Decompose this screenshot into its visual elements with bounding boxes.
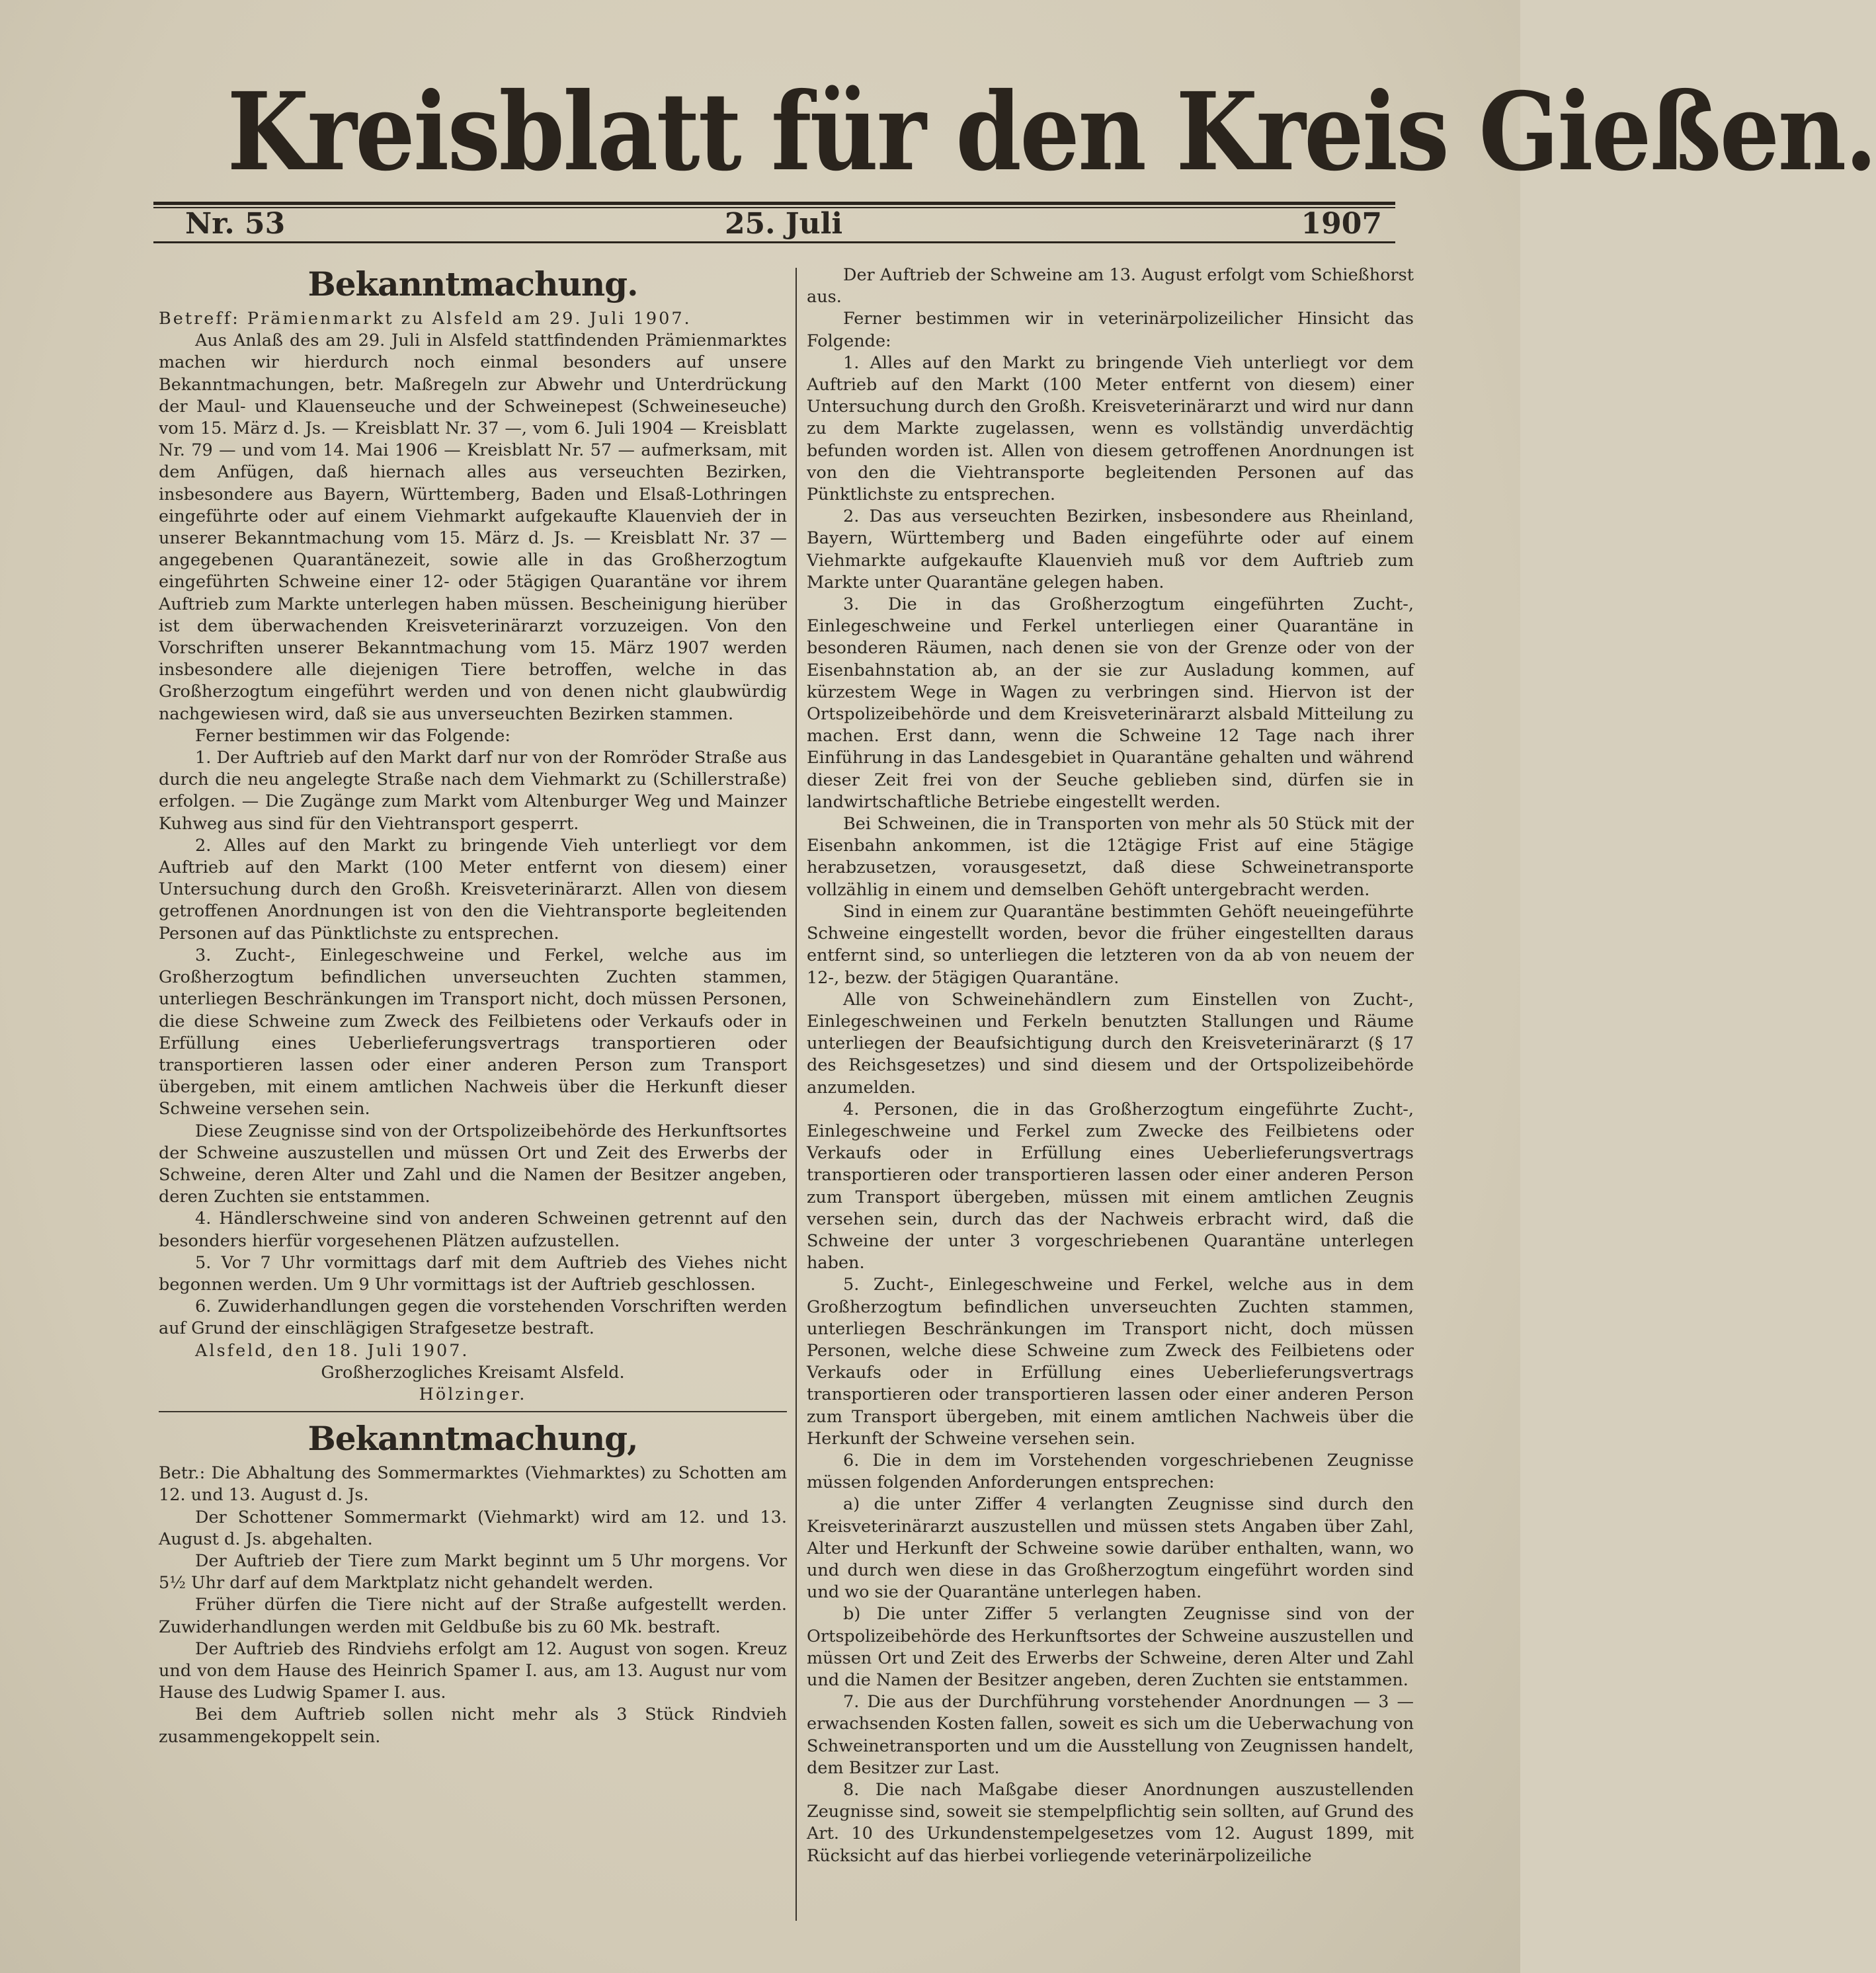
paragraph: Ferner bestimmen wir in veterinärpolizeilicher Hinsicht das Folgende: (807, 309, 1414, 351)
issue-date: 25. Juli (724, 207, 843, 241)
paragraph: Der Auftrieb der Schweine am 13. August erfolgt vom Schießhorst aus. (807, 265, 1414, 307)
left-column (159, 264, 787, 1748)
subject-line: Betr.: Die Abhaltung des Sommermarktes (Viehmarktes) zu Schotten am 12. und 13. August d. Js. (159, 1463, 787, 1506)
issuer: Großherzogliches Kreisamt Alsfeld. (321, 1362, 625, 1383)
paragraph: 6. Die in dem im Vorstehenden vorgeschriebenen Zeugnisse müssen folgenden Anforderungen entsprechen: (807, 1450, 1414, 1493)
paragraph: 2. Das aus verseuchten Bezirken, insbesondere aus Rheinland, Bayern, Württemberg und Baden eingeführte oder auf einem Viehmarkte aufgekaufte Klauenvieh muß vor dem Auftrieb zum Markte unter Quarantäne gelegen haben. (807, 506, 1414, 592)
announcement-heading: Bekanntmachung, (307, 1419, 638, 1459)
issue-number: Nr. 53 (185, 207, 286, 241)
paragraph: Sind in einem zur Quarantäne bestimmten Gehöft neueingeführte Schweine eingestellt worden, bevor die früher eingestellten daraus entfernt sind, so unterliegen die letzteren von da ab von neuem der 12-, bezw. der 5tägigen Quarantäne. (807, 901, 1414, 988)
masthead-rule (153, 202, 1395, 205)
paragraph: 4. Personen, die in das Großherzogtum eingeführte Zucht-, Einlegeschweine und Ferkel zum Zwecke des Feilbietens oder Verkaufs oder in Erfüllung eines Ueberlieferungsvertrags transportieren oder transportieren lassen oder einer anderen Person zum Transport übergeben, müssen mit einem amtlichen Zeugnis versehen sein, durch das der Nachweis erbracht wird, daß die Schweine der unter 3 vorgeschriebenen Quarantäne unterlegen haben. (807, 1099, 1414, 1273)
right-column (807, 264, 1414, 1867)
paragraph: Alle von Schweinehändlern zum Einstellen von Zucht-, Einlegeschweinen und Ferkeln benutzten Stallungen und Räume unterliegen der Beaufsichtigung durch den Kreisveterinärarzt (§ 17 des Reichsgesetzes) und sind diesem und der Ortspolizeibehörde anzumelden. (807, 989, 1414, 1098)
subject-line: Betreff: Prämienmarkt zu Alsfeld am 29. Juli 1907. (159, 309, 692, 329)
paragraph: 6. Zuwiderhandlungen gegen die vorstehenden Vorschriften werden auf Grund der einschlägigen Strafgesetze bestraft. (159, 1297, 787, 1339)
paragraph: Bei dem Auftrieb sollen nicht mehr als 3 Stück Rindvieh zusammengekoppelt sein. (159, 1705, 787, 1747)
paragraph: 4. Händlerschweine sind von anderen Schweinen getrennt auf den besonders hierfür vorgesehenen Plätzen aufzustellen. (159, 1209, 787, 1251)
place-date: Alsfeld, den 18. Juli 1907. (195, 1340, 469, 1361)
signature-name: Hölzinger. (419, 1384, 527, 1404)
issue-rule (153, 241, 1395, 243)
paragraph: 8. Die nach Maßgabe dieser Anordnungen auszustellenden Zeugnisse sind, soweit sie stempelpflichtig sein sollten, auf Grund des Art. 10 des Urkundenstempelgesetzes vom 12. August 1899, mit Rücksicht auf das hierbei vorliegende veterinärpolizeiliche (807, 1780, 1414, 1866)
column-divider (795, 268, 797, 1921)
section-rule (159, 1411, 787, 1412)
paragraph: a) die unter Ziffer 4 verlangten Zeugnisse sind durch den Kreisveterinärarzt auszustellen und müssen stets Angaben über Zahl, Alter und Herkunft der Schweine sowie darüber enthalten, wann, wo und durch wen diese in das Großherzogtum eingeführt worden sind und wo sie der Quarantäne unterlegen haben. (807, 1494, 1414, 1603)
paragraph: Der Auftrieb der Tiere zum Markt beginnt um 5 Uhr morgens. Vor 5½ Uhr darf auf dem Marktplatz nicht gehandelt werden. (159, 1550, 787, 1593)
paragraph: b) Die unter Ziffer 5 verlangten Zeugnisse sind von der Ortspolizeibehörde des Herkunftsortes der Schweine auszustellen und müssen Ort und Zeit des Erwerbs der Schweine, deren Alter und Zahl und die Namen der Besitzer angeben, deren Zuchten sie entstammen. (807, 1604, 1414, 1690)
paragraph: Ferner bestimmen wir das Folgende: (195, 725, 510, 746)
paragraph: 3. Die in das Großherzogtum eingeführten Zucht-, Einlegeschweine und Ferkel unterliegen einer Quarantäne in besonderen Räumen, nach denen sie von der Grenze oder von der Eisenbahnstation ab, an der sie zur Ausladung kommen, auf kürzestem Wege in Wagen zu verbringen sind. Hiervon ist der Ortspolizeibehörde und dem Kreisveterinärarzt alsbald Mitteilung zu machen. Erst dann, wenn die Schweine 12 Tage nach ihrer Einführung in das Landesgebiet in Quarantäne gehalten und während dieser Zeit frei von der Seuche geblieben sind, dürfen sie in landwirtschaftliche Betriebe eingestellt werden. (807, 594, 1414, 812)
paragraph: 3. Zucht-, Einlegeschweine und Ferkel, welche aus im Großherzogtum befindlichen unverseuchten Zuchten stammen, unterliegen Beschränkungen im Transport nicht, doch müssen Personen, die diese Schweine zum Zweck des Feilbietens oder Verkaufs oder in Erfüllung eines Ueberlieferungsvertrags transportieren oder transportieren lassen oder einer anderen Person zum Transport übergeben, mit einem amtlichen Nachweis über die Herkunft dieser Schweine versehen sein. (159, 945, 787, 1119)
paragraph: 5. Vor 7 Uhr vormittags darf mit dem Auftrieb des Viehes nicht begonnen werden. Um 9 Uhr vormittags ist der Auftrieb geschlossen. (159, 1252, 787, 1295)
announcement-heading: Bekanntmachung. (307, 264, 638, 303)
paragraph: Der Schottener Sommermarkt (Viehmarkt) wird am 12. und 13. August d. Js. abgehalten. (159, 1507, 787, 1549)
paragraph: Der Auftrieb des Rindviehs erfolgt am 12. August von sogen. Kreuz und von dem Hause des Heinrich Spamer I. aus, am 13. August nur vom Hause des Ludwig Spamer I. aus. (159, 1638, 787, 1703)
paragraph: Bei Schweinen, die in Transporten von mehr als 50 Stück mit der Eisenbahn ankommen, ist die 12tägige Frist auf eine 5tägige herabzusetzen, vorausgesetzt, daß diese Schweinetransporte vollzählig in einem und demselben Gehöft untergebracht werden. (807, 814, 1414, 900)
paragraph: 1. Der Auftrieb auf den Markt darf nur von der Romröder Straße aus durch die neu angelegte Straße nach dem Viehmarkt zu (Schillerstraße) erfolgen. — Die Zugänge zum Markt vom Altenburger Weg und Mainzer Kuhweg aus sind für den Viehtransport gesperrt. (159, 748, 787, 834)
issue-info (185, 208, 1382, 240)
paragraph: 1. Alles auf den Markt zu bringende Vieh unterliegt vor dem Auftrieb auf den Markt (100 Meter entfernt von diesem) einer Untersuchung durch den Großh. Kreisveterinärarzt und wird nur dann zu dem Markte zugelassen, wenn es vollständig unverdächtig befunden worden ist. Allen von diesem getroffenen Anordnungen ist von den die Viehtransporte begleitenden Personen auf das Pünktlichste zu entsprechen. (807, 352, 1414, 505)
paragraph: 2. Alles auf den Markt zu bringende Vieh unterliegt vor dem Auftrieb auf den Markt (100 Meter entfernt von diesem) einer Untersuchung durch den Großh. Kreisveterinärarzt. Allen von diesem getroffenen Anordnungen ist von den die Viehtransporte begleitenden Personen auf das Pünktlichste zu entsprechen. (159, 835, 787, 944)
paragraph: Aus Anlaß des am 29. Juli in Alsfeld stattfindenden Prämienmarktes machen wir hierdurch noch einmal besonders auf unsere Bekanntmachungen, betr. Maßregeln zur Abwehr und Unterdrückung der Maul- und Klauenseuche und der Schweinepest (Schweineseuche) vom 15. März d. Js. — Kreisblatt Nr. 37 —, vom 6. Juli 1904 — Kreisblatt Nr. 79 — und vom 14. Mai 1906 — Kreisblatt Nr. 57 — aufmerksam, mit dem Anfügen, daß hiernach alles aus verseuchten Bezirken, insbesondere aus Bayern, Württemberg, Baden und Elsaß-Lothringen eingeführte oder auf einem Viehmarkt aufgekaufte Klauenvieh der in unserer Bekanntmachung vom 15. März d. Js. — Kreisblatt Nr. 37 — angegebenen Quarantänezeit, sowie alle in das Großherzogtum eingeführten Schweine einer 12- oder 5tägigen Quarantäne vor ihrem Auftrieb zum Markte unterlegen haben müssen. Bescheinigung hierüber ist dem überwachenden Kreisveterinärarzt vorzuzeigen. Von den Vorschriften unserer Bekanntmachung vom 15. März 1907 werden insbesondere alle diejenigen Tiere betroffen, welche in das Großherzogtum eingeführt werden und von denen nicht glaubwürdig nachgewiesen wird, daß sie aus unverseuchten Bezirken stammen. (159, 331, 787, 724)
paragraph: 7. Die aus der Durchführung vorstehender Anordnungen — 3 — erwachsenden Kosten fallen, soweit es sich um die Ueberwachung von Schweinetransporten und um die Ausstellung von Zeugnissen handelt, dem Besitzer zur Last. (807, 1692, 1414, 1778)
issue-year: 1907 (1301, 207, 1382, 241)
masthead-title: Kreisblatt für den Kreis Gießen. (227, 69, 1876, 195)
paragraph: Früher dürfen die Tiere nicht auf der Straße aufgestellt werden. Zuwiderhandlungen werden mit Geldbuße bis zu 60 Mk. bestraft. (159, 1595, 787, 1637)
paragraph: Diese Zeugnisse sind von der Ortspolizeibehörde des Herkunftsortes der Schweine auszustellen und müssen Ort und Zeit des Erwerbs der Schweine, deren Alter und Zahl und die Namen der Besitzer angeben, deren Zuchten sie entstammen. (159, 1121, 787, 1207)
paragraph: 5. Zucht-, Einlegeschweine und Ferkel, welche aus in dem Großherzogtum befindlichen unverseuchten Zuchten stammen, unterliegen Beschränkungen im Transport nicht, doch müssen Personen, welche diese Schweine zum Zweck des Feilbietens oder Verkaufs oder in Erfüllung eines Ueberlieferungsvertrags transportieren oder transportieren lassen oder einer anderen Person zum Transport übergeben, mit einem amtlichen Nachweis über die Herkunft der Schweine versehen sein. (807, 1275, 1414, 1449)
